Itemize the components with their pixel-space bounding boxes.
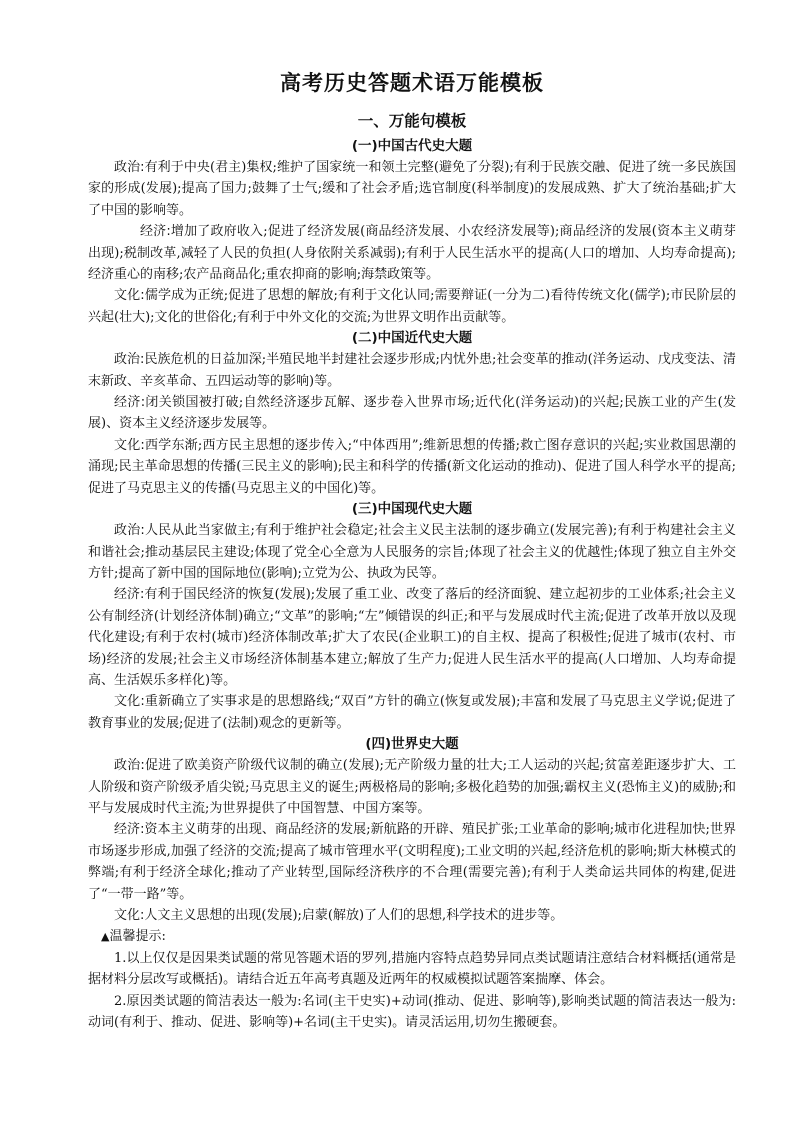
label-culture: 文化: — [114, 694, 145, 710]
subsection-heading-ancient: (一)中国古代史大题 — [351, 138, 473, 154]
tips-heading — [88, 926, 736, 947]
label-economy: 经济: — [114, 587, 145, 603]
paragraph-modern-culture — [88, 435, 736, 499]
label-economy: 经济: — [114, 395, 146, 411]
paragraph-modern-economy — [88, 392, 736, 435]
text-world-culture: 人文主义思想的出现(发展);启蒙(解放)了人们的思想,科学技术的进步等。 — [144, 908, 564, 923]
document-page — [88, 68, 736, 1033]
text-ancient-politics: 有利于中央(君主)集权;维护了国家统一和领土完整(避免了分裂);有利于民族交融、促进了统一多民族国家的形成(发展);提高了国力;鼓舞了士气;缓和了社会矛盾;选官制度(科举制度)的发展成熟、扩大了统治基础;扩大了中国的影响等。 — [88, 160, 736, 218]
label-economy: 经济: — [114, 822, 145, 838]
paragraph-contemporary-culture — [88, 691, 736, 734]
paragraph-world-culture — [88, 905, 736, 926]
text-ancient-economy: 增加了政府收入;促进了经济发展(商品经济发展、小农经济发展等);商品经济的发展(资本主义萌芽出现);税制改革,减轻了人民的负担(人身依附关系减弱);有利于人民生活水平的提高(人口的增加、人均寿命提高);经济重心的南移;农产品商品化;重农抑商的影响;海禁政策等。 — [88, 224, 736, 283]
subsection-heading-contemporary: (三)中国现代史大题 — [351, 501, 473, 518]
text-world-politics: 促进了欧美资产阶级代议制的确立(发展);无产阶级力量的壮大;工人运动的兴起;贫富差距逐步扩大、工人阶级和资产阶级矛盾尖锐;马克思主义的诞生;两极格局的影响;多极化趋势的加强;霸权主义(恐怖主义)的威胁;和平与发展成时代主流;为世界提供了中国智慧、中国方案等。 — [88, 758, 736, 816]
text-contemporary-economy: 有利于国民经济的恢复(发展);发展了重工业、改变了落后的经济面貌、建立起初步的工业体系;社会主义公有制经济(计划经济体制)确立;“文革”的影响;“左”倾错误的纠正;和平与发展成时代主流;促进了改革开放以及现代化建设;有利于农村(城市)经济体制改革;扩大了农民(企业职工)的自主权、提高了积极性;促进了城市(农村、市场)经济的发展;社会主义市场经济体制基本建立;解放了生产力;促进人民生活水平的提高(人口增加、人均寿命提高、生活娱乐多样化)等。 — [88, 587, 737, 688]
paragraph-modern-politics — [88, 349, 736, 392]
label-economy: 经济: — [140, 224, 171, 240]
triangle-icon: ▲ — [101, 930, 110, 944]
paragraph-contemporary-politics — [88, 520, 736, 584]
tip-item-1: 1.以上仅仅是因果类试题的常见答题术语的罗列,措施内容特点趋势异同点类试题请注意结合材料概括(通常是据材料分层改写或概括)。请结合近五年高考真题及近两年的权威模拟试题答案揣摩、体会。 — [88, 950, 736, 988]
paragraph-world-economy — [88, 819, 736, 905]
label-politics: 政治: — [114, 160, 145, 175]
paragraph-contemporary-economy — [88, 584, 736, 691]
label-culture: 文化: — [114, 908, 145, 923]
text-ancient-culture: 儒学成为正统;促进了思想的解放;有利于文化认同;需要辩证(一分为二)看待传统文化(儒学);市民阶层的兴起(壮大);文化的世俗化;有利于中外文化的交流;为世界文明作出贡献等。 — [88, 288, 736, 325]
section-heading: 一、万能句模板 — [357, 112, 467, 130]
subsection-heading-world: (四)世界史大题 — [365, 736, 459, 753]
text-modern-culture: 西学东渐;西方民主思想的逐步传入;“中体西用”;维新思想的传播;救亡图存意识的兴起;实业救国思潮的涌现;民主革命思想的传播(三民主义的影响);民主和科学的传播(新文化运动的推动)、促进了国人科学水平的提高;促进了马克思主义的传播(马克思主义的中国化)等。 — [88, 437, 736, 496]
document-title: 高考历史答题术语万能模板 — [280, 71, 544, 95]
paragraph-ancient-culture — [88, 285, 736, 328]
label-culture: 文化: — [114, 288, 145, 304]
paragraph-ancient-politics — [88, 157, 736, 221]
label-politics: 政治: — [114, 758, 145, 774]
text-modern-economy: 闭关锁国被打破;自然经济逐步瓦解、逐步卷入世界市场;近代化(洋务运动)的兴起;民族工业的产生(发展)、资本主义经济逐步发展等。 — [88, 395, 736, 432]
text-world-economy: 资本主义萌芽的出现、商品经济的发展;新航路的开辟、殖民扩张;工业革命的影响;城市化进程加快;世界市场逐步形成,加强了经济的交流;提高了城市管理水平(文明程度);工业文明的兴起,经济危机的影响;斯大林模式的弊端;有利于经济全球化;推动了产业转型,国际经济秩序的不合理(需要完善);有利于人类命运共同体的构建,促进了“一带一路”等。 — [88, 822, 736, 902]
text-contemporary-politics: 人民从此当家做主;有利于维护社会稳定;社会主义民主法制的逐步确立(发展完善);有利于构建社会主义和谐社会;推动基层民主建设;体现了党全心全意为人民服务的宗旨;体现了社会主义的优越性;体现了独立自主外交方针;提高了新中国的国际地位(影响);立党为公、执政为民等。 — [88, 523, 736, 581]
tip-item-2: 2.原因类试题的简洁表达一般为:名词(主干史实)+动词(推动、促进、影响等),影响类试题的简洁表达一般为:动词(有利于、推动、促进、影响等)+名词(主干史实)。请灵活运用,切勿生搬硬套。 — [88, 993, 736, 1031]
text-contemporary-culture: 重新确立了实事求是的思想路线;“双百”方针的确立(恢复或发展);丰富和发展了马克思主义学说;促进了教育事业的发展;促进了(法制)观念的更新等。 — [88, 694, 736, 731]
subsection-heading-modern: (二)中国近代史大题 — [351, 330, 473, 347]
text-modern-politics: 民族危机的日益加深;半殖民地半封建社会逐步形成;内忧外患;社会变革的推动(洋务运动、戊戌变法、清末新政、辛亥革命、五四运动等的影响)等。 — [88, 352, 736, 389]
label-politics: 政治: — [114, 523, 145, 539]
paragraph-ancient-economy — [88, 221, 736, 285]
label-politics: 政治: — [114, 352, 145, 368]
tips-heading-text: 温馨提示: — [109, 929, 166, 945]
paragraph-world-politics — [88, 755, 736, 819]
label-culture: 文化: — [114, 437, 145, 453]
